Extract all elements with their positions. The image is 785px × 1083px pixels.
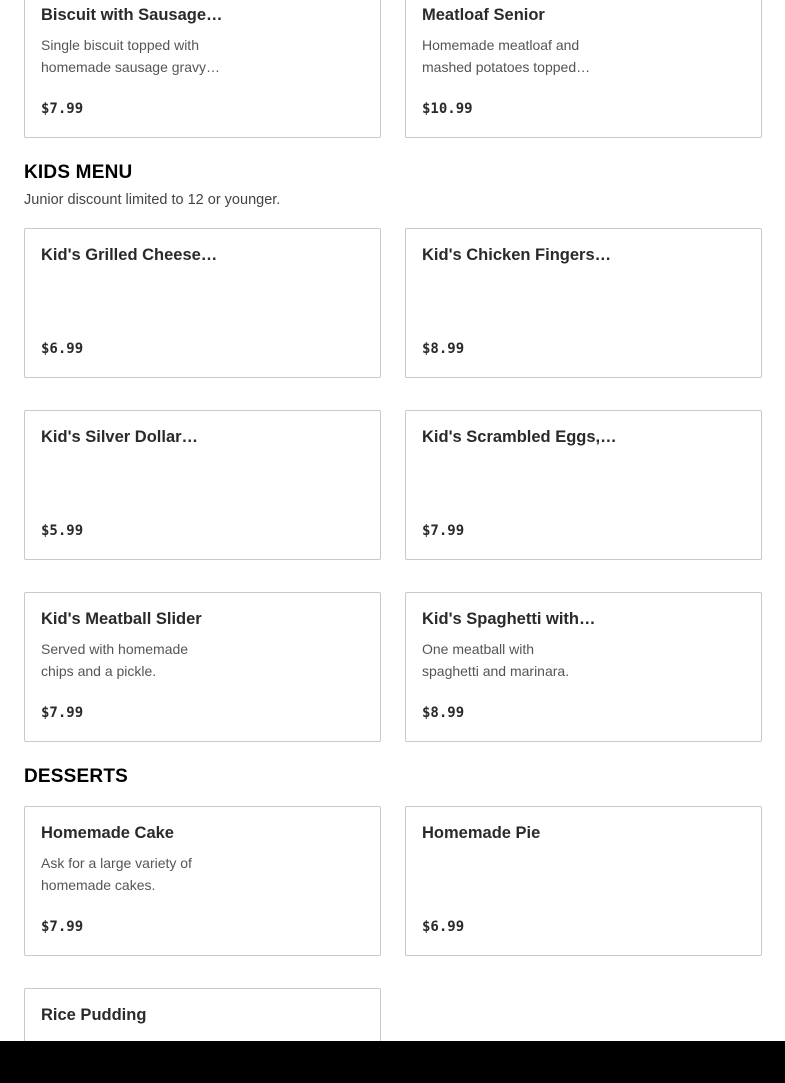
menu-item-card[interactable] bbox=[405, 592, 762, 742]
menu-item-card[interactable] bbox=[24, 592, 381, 742]
bottom-bar bbox=[0, 1041, 785, 1083]
menu-item-card[interactable] bbox=[405, 410, 762, 560]
item-price: $5.99 bbox=[41, 523, 84, 539]
item-name: Homemade Pie bbox=[422, 824, 541, 842]
item-price: $7.99 bbox=[41, 101, 84, 117]
section-subtitle-kids-menu: Junior discount limited to 12 or younger. bbox=[24, 192, 281, 208]
section-title-kids-menu: KIDS MENU bbox=[24, 162, 133, 183]
item-name: Rice Pudding bbox=[41, 1006, 147, 1024]
item-description: Served with homemade chips and a pickle. bbox=[41, 641, 189, 679]
menu-item-card[interactable] bbox=[405, 0, 762, 138]
item-description: Homemade meatloaf and mashed potatoes topped… bbox=[422, 37, 591, 75]
item-price: $8.99 bbox=[422, 341, 465, 357]
item-name: Meatloaf Senior bbox=[422, 6, 545, 24]
item-name: Kid's Scrambled Eggs,… bbox=[422, 428, 617, 446]
menu-item-card[interactable] bbox=[24, 410, 381, 560]
menu-item-card[interactable] bbox=[24, 228, 381, 378]
item-name: Homemade Cake bbox=[41, 824, 174, 842]
item-name: Kid's Grilled Cheese… bbox=[41, 246, 218, 264]
item-price: $6.99 bbox=[41, 341, 84, 357]
menu-item-card[interactable] bbox=[405, 228, 762, 378]
item-name: Biscuit with Sausage… bbox=[41, 6, 223, 24]
item-price: $8.99 bbox=[422, 705, 465, 721]
item-description: Single biscuit topped with homemade sausage gravy… bbox=[41, 37, 220, 75]
section-title-desserts: DESSERTS bbox=[24, 766, 129, 787]
item-description: One meatball with spaghetti and marinara. bbox=[422, 641, 570, 679]
menu-item-card[interactable] bbox=[24, 806, 381, 956]
item-price: $6.99 bbox=[422, 919, 465, 935]
item-description: Ask for a large variety of homemade cakes. bbox=[41, 855, 192, 893]
item-price: $10.99 bbox=[422, 101, 473, 117]
item-name: Kid's Silver Dollar… bbox=[41, 428, 199, 446]
item-name: Kid's Meatball Slider bbox=[41, 610, 202, 628]
item-name: Kid's Spaghetti with… bbox=[422, 610, 596, 628]
item-name: Kid's Chicken Fingers… bbox=[422, 246, 612, 264]
menu-item-card[interactable] bbox=[24, 0, 381, 138]
item-price: $7.99 bbox=[41, 919, 84, 935]
item-price: $7.99 bbox=[422, 523, 465, 539]
menu-item-card[interactable] bbox=[405, 806, 762, 956]
item-price: $7.99 bbox=[41, 705, 84, 721]
